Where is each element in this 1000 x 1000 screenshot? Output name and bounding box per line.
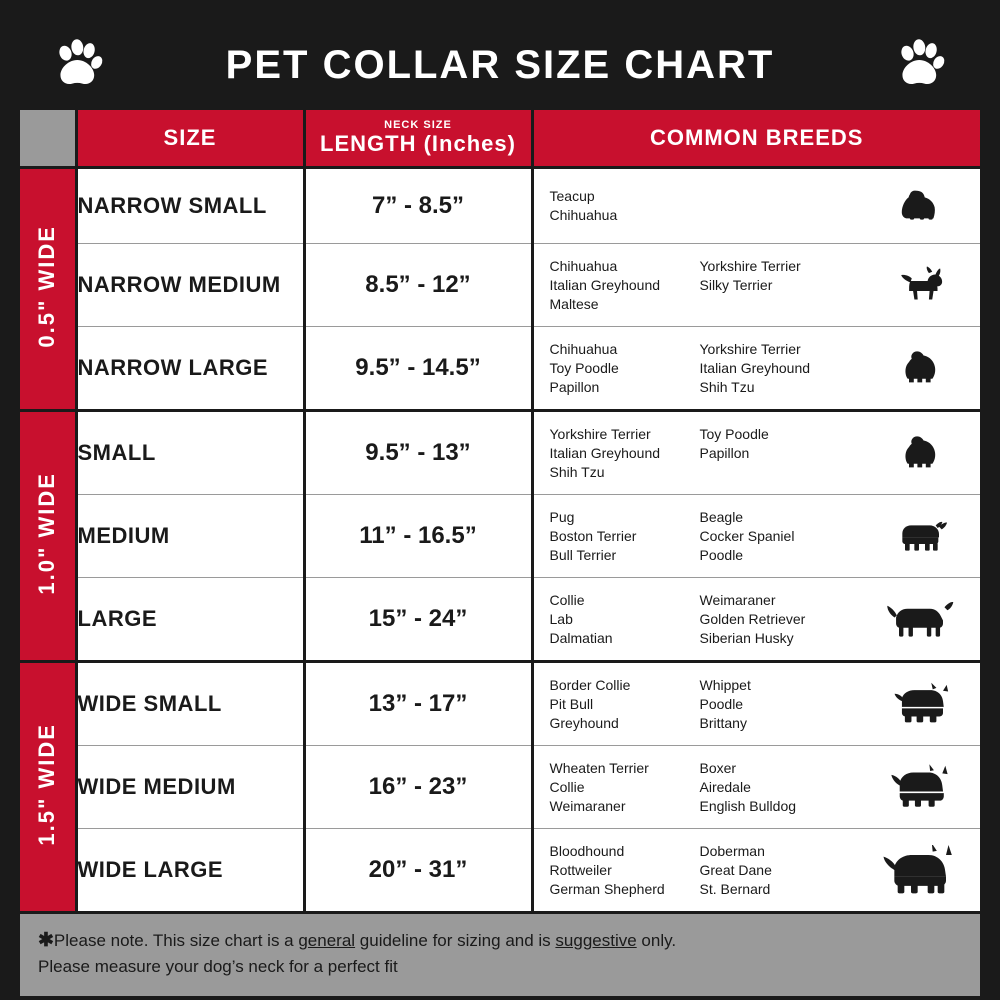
breed-item: Doberman — [699, 842, 765, 859]
breed-column-2 — [700, 187, 850, 225]
breed-item: Italian Greyhound — [549, 444, 661, 461]
breed-item: Shih Tzu — [549, 463, 605, 480]
table-row — [20, 662, 980, 746]
breed-column-2 — [700, 257, 850, 314]
breed-item: Pit Bull — [549, 695, 594, 712]
shih-tzu-silhouette-icon — [866, 432, 980, 474]
breed-item: Lab — [549, 610, 573, 627]
disclaimer-line-1 — [38, 928, 962, 954]
table-row — [20, 578, 980, 662]
breed-item: Beagle — [699, 508, 744, 525]
table-header-row — [20, 110, 980, 168]
breed-item: Yorkshire Terrier — [699, 340, 801, 357]
breed-item: Chihuahua — [549, 257, 618, 274]
chihuahua-silhouette-icon — [866, 265, 980, 305]
breed-item: Boston Terrier — [549, 527, 637, 544]
table-row — [20, 244, 980, 327]
width-band-label: 1.0" WIDE — [34, 472, 60, 595]
breed-column-1 — [550, 842, 700, 899]
breed-item: Cocker Spaniel — [699, 527, 795, 544]
breed-column-1 — [550, 591, 700, 648]
breed-item: Great Dane — [699, 861, 772, 878]
table-row — [20, 495, 980, 578]
breed-column-1 — [550, 340, 700, 397]
breed-item: Teacup — [549, 188, 595, 204]
breed-item: Golden Retriever — [699, 610, 806, 627]
breed-item: Boxer — [699, 759, 737, 776]
boxer-silhouette-icon — [866, 764, 980, 810]
size-name: SMALL — [76, 411, 304, 495]
width-band-label: 0.5" WIDE — [34, 225, 60, 348]
common-breeds — [532, 244, 980, 327]
breed-item: Collie — [549, 591, 585, 608]
breed-column-1 — [550, 676, 700, 733]
disclaimer-note — [20, 914, 980, 996]
breed-item: Brittany — [699, 714, 747, 731]
disclaimer-emphasis-general: general — [298, 931, 356, 950]
breed-column-2 — [700, 676, 850, 733]
size-name: NARROW LARGE — [76, 327, 304, 411]
column-header-length-label: LENGTH (Inches) — [320, 130, 516, 156]
breed-column-2 — [700, 759, 850, 816]
neck-length: 9.5” - 13” — [304, 411, 532, 495]
breed-column-1 — [550, 508, 700, 565]
table-row — [20, 168, 980, 244]
breed-item: Bull Terrier — [549, 546, 617, 563]
width-band-narrow — [20, 168, 76, 411]
breed-item: Rottweiler — [549, 861, 612, 878]
column-header-breeds — [532, 110, 980, 168]
paw-print-icon — [52, 38, 106, 92]
breed-item: Papillon — [549, 378, 600, 395]
yorkshire-terrier-silhouette-icon — [866, 186, 980, 226]
neck-length: 7” - 8.5” — [304, 168, 532, 244]
breed-column-1 — [550, 425, 700, 482]
table-row — [20, 327, 980, 411]
breed-item: Poodle — [699, 695, 744, 712]
beagle-silhouette-icon — [866, 516, 980, 556]
breed-item: Toy Poodle — [549, 359, 619, 376]
breed-item: Border Collie — [549, 676, 631, 693]
breed-item: Maltese — [549, 295, 599, 312]
size-name: WIDE SMALL — [76, 662, 304, 746]
breed-item: Poodle — [699, 546, 744, 563]
neck-length: 13” - 17” — [304, 662, 532, 746]
paw-print-icon — [894, 38, 948, 92]
breed-item: Italian Greyhound — [699, 359, 811, 376]
common-breeds — [532, 662, 980, 746]
table-row — [20, 829, 980, 913]
neck-length: 16” - 23” — [304, 746, 532, 829]
page-title: PET COLLAR SIZE CHART — [225, 42, 775, 87]
breed-column-2 — [700, 591, 850, 648]
column-header-length — [304, 110, 532, 168]
width-band-label: 1.5" WIDE — [34, 723, 60, 846]
common-breeds — [532, 327, 980, 411]
labrador-silhouette-icon — [866, 597, 980, 641]
doberman-silhouette-icon — [866, 845, 980, 895]
common-breeds — [532, 495, 980, 578]
breed-item: Greyhound — [549, 714, 619, 731]
size-name: MEDIUM — [76, 495, 304, 578]
neck-length: 15” - 24” — [304, 578, 532, 662]
breed-column-2 — [700, 425, 850, 482]
breed-item: Weimaraner — [549, 797, 626, 814]
breed-item: German Shepherd — [549, 880, 665, 897]
disclaimer-text-c: guideline for sizing and is — [355, 931, 556, 950]
breed-item: Collie — [549, 778, 585, 795]
size-name: NARROW MEDIUM — [76, 244, 304, 327]
breed-item: Whippet — [699, 676, 751, 693]
breed-item: Shih Tzu — [699, 378, 755, 395]
neck-length: 11” - 16.5” — [304, 495, 532, 578]
breed-item: Silky Terrier — [699, 276, 773, 293]
disclaimer-line-2: Please measure your dog’s neck for a perfect fit — [38, 957, 398, 976]
disclaimer-emphasis-suggestive: suggestive — [555, 931, 637, 950]
common-breeds — [532, 411, 980, 495]
breed-item: Chihuahua — [549, 207, 618, 223]
breed-column-2 — [700, 340, 850, 397]
column-header-size-label: SIZE — [163, 125, 217, 150]
neck-length: 9.5” - 14.5” — [304, 327, 532, 411]
breed-item: Siberian Husky — [699, 629, 794, 646]
size-name: LARGE — [76, 578, 304, 662]
breed-item: Weimaraner — [699, 591, 776, 608]
breed-item: Papillon — [699, 444, 750, 461]
common-breeds — [532, 746, 980, 829]
breed-item: Toy Poodle — [699, 425, 769, 442]
column-header-length-sub: NECK SIZE — [384, 118, 452, 131]
breed-column-1 — [550, 187, 700, 225]
breed-item: Chihuahua — [549, 340, 618, 357]
column-header-size — [76, 110, 304, 168]
breed-item: Yorkshire Terrier — [699, 257, 801, 274]
chart-header — [20, 20, 980, 110]
neck-length: 8.5” - 12” — [304, 244, 532, 327]
common-breeds — [532, 829, 980, 913]
table-row — [20, 746, 980, 829]
breed-item: Airedale — [699, 778, 751, 795]
column-header-breeds-label: COMMON BREEDS — [650, 125, 864, 150]
size-name: WIDE MEDIUM — [76, 746, 304, 829]
common-breeds — [532, 578, 980, 662]
size-name: NARROW SMALL — [76, 168, 304, 244]
breed-item: Wheaten Terrier — [549, 759, 649, 776]
common-breeds — [532, 168, 980, 244]
breed-item: Pug — [549, 508, 575, 525]
width-band-standard — [20, 411, 76, 662]
breed-column-2 — [700, 842, 850, 899]
breed-item: English Bulldog — [699, 797, 797, 814]
breed-column-2 — [700, 508, 850, 565]
breed-item: Bloodhound — [549, 842, 625, 859]
breed-item: Dalmatian — [549, 629, 613, 646]
breed-column-1 — [550, 759, 700, 816]
width-band-wide — [20, 662, 76, 913]
pit-bull-silhouette-icon — [866, 682, 980, 726]
asterisk-icon: ✱ — [38, 930, 54, 951]
neck-length: 20” - 31” — [304, 829, 532, 913]
size-chart-table — [20, 110, 980, 914]
size-name: WIDE LARGE — [76, 829, 304, 913]
breed-item: Italian Greyhound — [549, 276, 661, 293]
disclaimer-text-e: only. — [636, 931, 677, 950]
breed-item: Yorkshire Terrier — [549, 425, 651, 442]
breed-column-1 — [550, 257, 700, 314]
disclaimer-text-a: Please note. This size chart is a — [53, 931, 299, 950]
table-row — [20, 411, 980, 495]
breed-item: St. Bernard — [699, 880, 771, 897]
header-corner-blank — [20, 110, 76, 168]
papillon-silhouette-icon — [866, 347, 980, 389]
